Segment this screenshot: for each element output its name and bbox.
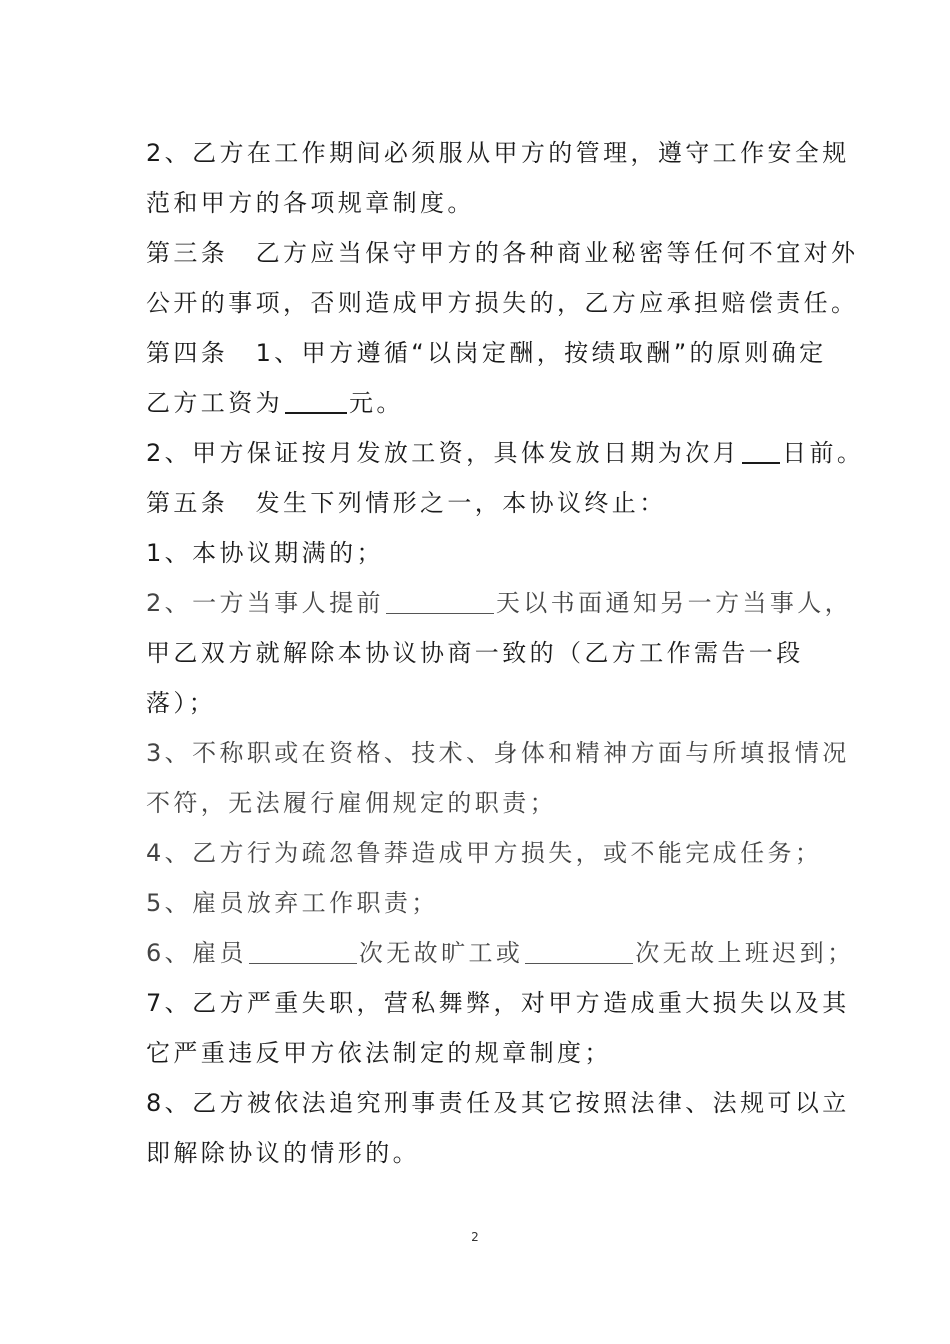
payday-label: 2、甲方保证按月发放工资，具体发放日期为次月 xyxy=(146,439,741,467)
termination-item-7: 7、乙方严重失职，营私舞弊，对甲方造成重大损失以及其 xyxy=(146,989,850,1017)
termination-item-8: 8、乙方被依法追究刑事责任及其它按照法律、法规可以立 xyxy=(146,1089,850,1117)
absence-middle: 次无故旷工或 xyxy=(358,939,524,967)
payday-suffix: 日前。 xyxy=(782,439,865,467)
clause-text-line: 即解除协议的情形的。 xyxy=(146,1139,420,1167)
absence-count-blank[interactable] xyxy=(249,941,357,964)
late-count-blank[interactable] xyxy=(525,941,633,964)
notice-days-blank[interactable] xyxy=(386,591,494,614)
clause-text-line: 落）； xyxy=(146,689,217,717)
page-number: 2 xyxy=(471,1230,479,1244)
termination-item-5: 5、雇员放弃工作职责； xyxy=(146,889,439,917)
payday-line xyxy=(146,438,864,468)
payday-blank[interactable] xyxy=(742,440,780,464)
late-suffix: 次无故上班迟到； xyxy=(635,939,855,967)
clause-text-line: 甲乙双方就解除本协议协商一致的（乙方工作需告一段 xyxy=(146,639,804,667)
salary-blank[interactable] xyxy=(285,390,347,414)
clause-text-line: 范和甲方的各项规章制度。 xyxy=(146,189,475,217)
article-5-line: 第五条 发生下列情形之一，本协议终止： xyxy=(146,489,667,517)
termination-item-2 xyxy=(146,588,852,618)
clause-text-line: 公开的事项，否则造成甲方损失的，乙方应承担赔偿责任。 xyxy=(146,289,859,317)
salary-line xyxy=(146,388,404,418)
article-4-line: 第四条 1、甲方遵循“以岗定酬，按绩取酬”的原则确定 xyxy=(146,339,827,367)
termination-item-4: 4、乙方行为疏忽鲁莽造成甲方损失，或不能完成任务； xyxy=(146,839,823,867)
notice-suffix: 天以书面通知另一方当事人， xyxy=(495,589,853,617)
clause-text-line: 2、乙方在工作期间必须服从甲方的管理，遵守工作安全规 xyxy=(146,139,850,167)
absence-label: 6、雇员 xyxy=(146,939,247,967)
clause-text-line: 不符，无法履行雇佣规定的职责； xyxy=(146,789,557,817)
termination-item-1: 1、本协议期满的； xyxy=(146,539,384,567)
termination-item-3: 3、不称职或在资格、技术、身体和精神方面与所填报情况 xyxy=(146,739,850,767)
termination-item-6 xyxy=(146,938,854,968)
salary-unit: 元。 xyxy=(349,389,404,417)
clause-text-line: 它严重违反甲方依法制定的规章制度； xyxy=(146,1039,612,1067)
notice-label: 2、一方当事人提前 xyxy=(146,589,384,617)
article-3-line: 第三条 乙方应当保守甲方的各种商业秘密等任何不宜对外 xyxy=(146,239,859,267)
salary-label: 乙方工资为 xyxy=(146,389,283,417)
